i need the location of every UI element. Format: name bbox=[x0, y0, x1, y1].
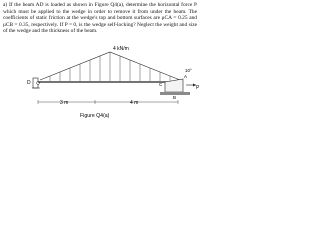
distributed-load bbox=[40, 52, 180, 81]
problem-body: If the beam AD is loaded as shown in Figure Q4(a), determine the horizontal force P which must be applied to the wedge in order to remove it from under the beam. The coefficients of static friction at the wedge's top and bottom surfaces are μCA = 0.25 and μCB = 0.35, respectively. If P = 0, is the wedge self-locking? Neglect the weight and size of the wedge and the thickness of the beam. bbox=[3, 2, 197, 35]
load-label: 4 kN/m bbox=[113, 46, 129, 52]
wedge bbox=[165, 79, 183, 92]
beam-figure bbox=[0, 0, 200, 124]
angle-label: 10° bbox=[185, 68, 192, 73]
dim-right-label: 4 m bbox=[130, 100, 139, 106]
problem-label: a) bbox=[3, 2, 8, 8]
force-p-label: P bbox=[196, 85, 200, 91]
pin-support-d bbox=[32, 78, 40, 88]
dimension-lines bbox=[38, 100, 178, 104]
dim-left-label: 3 m bbox=[60, 100, 69, 106]
point-a-label: A bbox=[184, 74, 188, 79]
point-d-label: D bbox=[27, 80, 31, 86]
ground-block bbox=[160, 92, 190, 95]
point-c-label: C bbox=[159, 82, 163, 87]
point-b-label: B bbox=[173, 95, 177, 100]
figure-caption: Figure Q4(a) bbox=[80, 113, 110, 119]
